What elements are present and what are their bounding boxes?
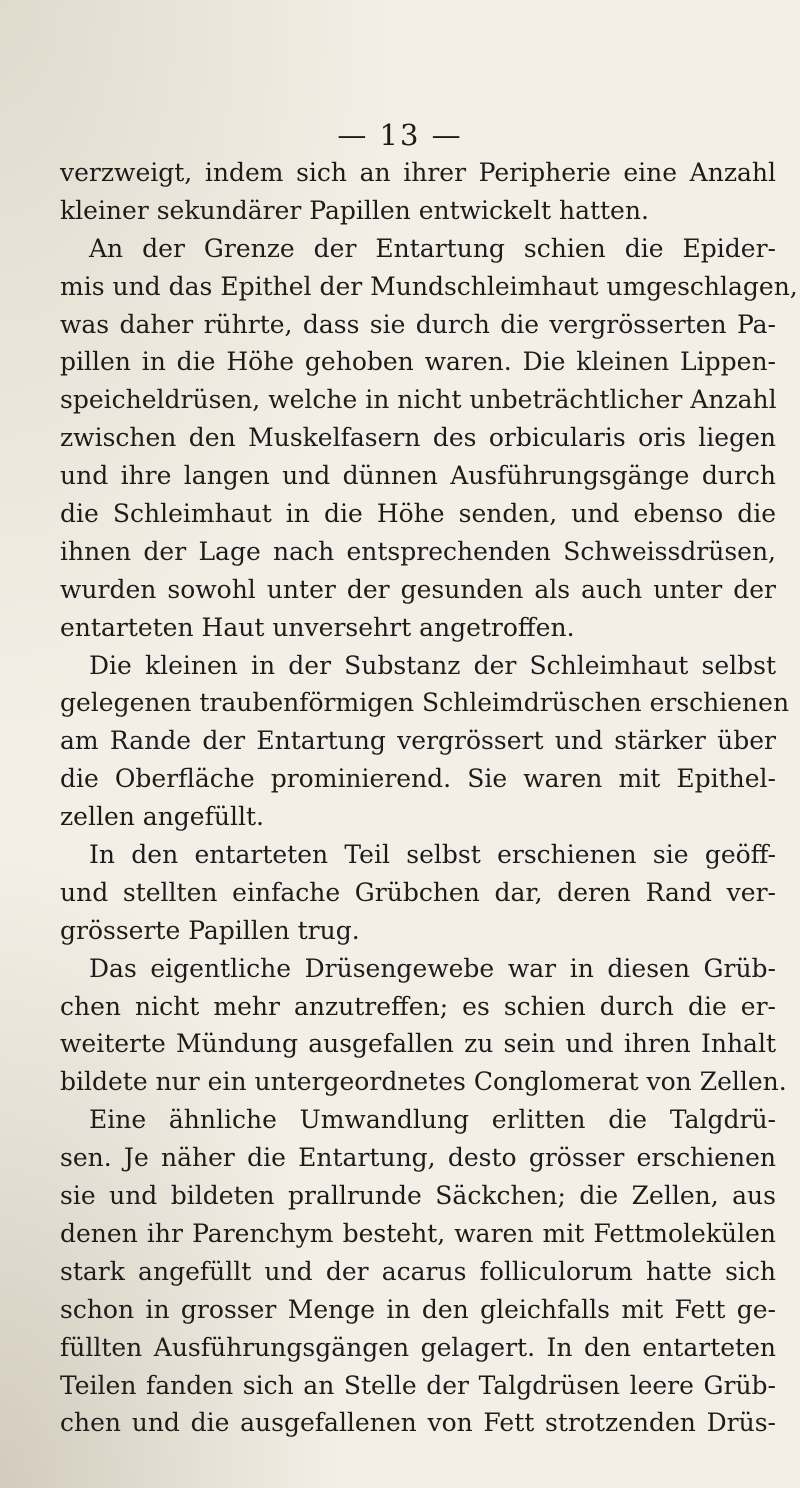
text-line: stark angefüllt und der acarus folliculorum hatte sich [60,1256,776,1286]
text-line: mis und das Epithel der Mundschleimhaut umgeschlagen, [60,271,798,301]
text-line: pillen in die Höhe gehoben waren. Die kleinen Lippen- [60,347,776,377]
text-line: zwischen den Muskelfasern des orbicularis oris liegen [60,423,776,453]
text-line: speicheldrüsen, welche in nicht unbeträchtlicher Anzahl [60,385,777,415]
text-line: sie und bildeten prallrunde Säckchen; die Zellen, aus [60,1181,776,1211]
text-line: Das eigentliche Drüsengewebe war in diesen Grüb- [89,953,776,983]
page-number: — 13 — [337,118,463,152]
text-line: die Oberfläche prominierend. Sie waren mit Epithel- [60,764,776,794]
text-line: und ihre langen und dünnen Ausführungsgänge durch [60,461,776,491]
text-line: was daher rührte, dass sie durch die vergrösserten Pa- [60,309,776,339]
text-line: kleiner sekundärer Papillen entwickelt hatten. [60,195,649,225]
body-text [60,154,798,1442]
text-line: denen ihr Parenchym besteht, waren mit Fettmolekülen [60,1218,776,1248]
text-line: Eine ähnliche Umwandlung erlitten die Talgdrü- [89,1105,776,1135]
text-line: wurden sowohl unter der gesunden als auch unter der [60,574,776,604]
text-line: An der Grenze der Entartung schien die Epider- [89,233,776,263]
text-line: entarteten Haut unversehrt angetroffen. [60,612,575,642]
text-line: grösserte Papillen trug. [60,915,360,945]
text-line: weiterte Mündung ausgefallen zu sein und ihren Inhalt [60,1029,776,1059]
text-line: gelegenen traubenförmigen Schleimdrüschen erschienen [60,688,790,718]
text-line: In den entarteten Teil selbst erschienen sie geöff- [89,840,776,870]
text-line: die Schleimhaut in die Höhe senden, und ebenso die [60,499,776,529]
text-line: und stellten einfache Grübchen dar, deren Rand ver- [60,877,776,907]
text-line: sen. Je näher die Entartung, desto grösser erschienen [60,1143,776,1173]
text-line: zellen angefüllt. [60,802,264,832]
text-line: schon in grosser Menge in den gleichfalls mit Fett ge- [60,1294,776,1324]
text-line: bildete nur ein untergeordnetes Conglomerat von Zellen. [60,1067,787,1097]
text-line: Teilen fanden sich an Stelle der Talgdrüsen leere Grüb- [60,1370,776,1400]
text-line: am Rande der Entartung vergrössert und stärker über [60,726,776,756]
text-line: Die kleinen in der Substanz der Schleimhaut selbst [89,650,776,680]
text-line: chen nicht mehr anzutreffen; es schien durch die er- [60,991,776,1021]
text-line: füllten Ausführungsgängen gelagert. In den entarteten [60,1332,776,1362]
text-line: chen und die ausgefallenen von Fett strotzenden Drüs- [60,1408,776,1438]
text-line: verzweigt, indem sich an ihrer Peripherie eine Anzahl [60,158,776,187]
text-line: ihnen der Lage nach entsprechenden Schweissdrüsen, [60,536,776,566]
